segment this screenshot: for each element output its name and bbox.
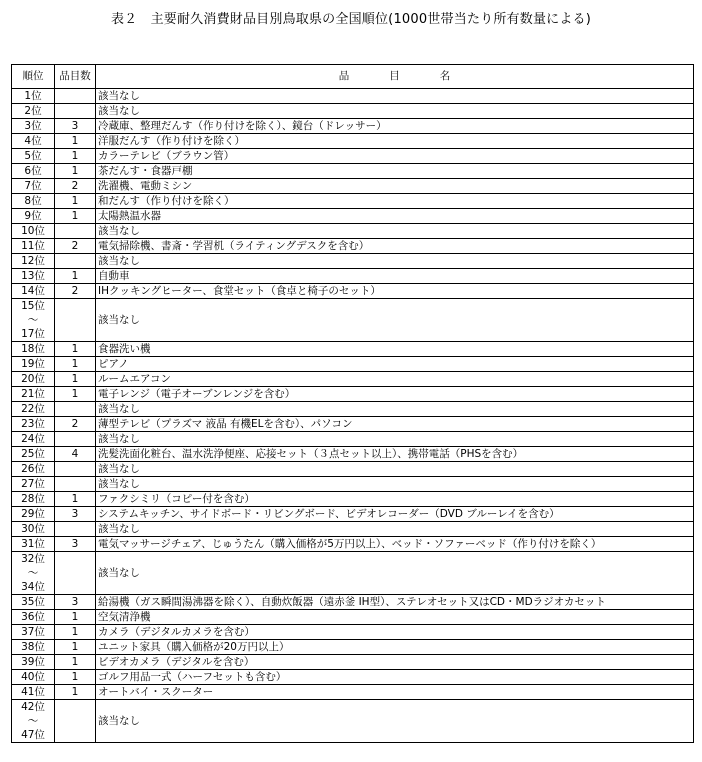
- table-row: [12, 149, 694, 164]
- table-row: [12, 209, 694, 224]
- items-cell: 食器洗い機: [96, 342, 694, 357]
- table-row: [12, 239, 694, 254]
- count-cell: 3: [55, 595, 96, 610]
- rank-cell: [12, 299, 55, 342]
- items-cell: 該当なし: [96, 700, 694, 743]
- count-cell: 2: [55, 179, 96, 194]
- rank-range-separator: ～: [27, 567, 39, 579]
- table-row: [12, 179, 694, 194]
- rank-cell: 38位: [12, 640, 55, 655]
- ranking-table: [11, 64, 694, 743]
- rank-cell: 26位: [12, 462, 55, 477]
- table-row: [12, 417, 694, 432]
- items-cell: 該当なし: [96, 552, 694, 595]
- table-row: [12, 700, 694, 743]
- rank-cell: 2位: [12, 104, 55, 119]
- count-cell: 3: [55, 119, 96, 134]
- rank-cell: 1位: [12, 89, 55, 104]
- count-cell: 1: [55, 357, 96, 372]
- table-row: [12, 522, 694, 537]
- rank-cell: 3位: [12, 119, 55, 134]
- items-cell: オートバイ・スクーター: [96, 685, 694, 700]
- rank-cell: [12, 700, 55, 743]
- rank-cell: 4位: [12, 134, 55, 149]
- rank-cell: 13位: [12, 269, 55, 284]
- rank-cell: 41位: [12, 685, 55, 700]
- table-row: [12, 655, 694, 670]
- count-cell: 1: [55, 492, 96, 507]
- table-row: [12, 254, 694, 269]
- count-cell: 3: [55, 507, 96, 522]
- rank-cell: 27位: [12, 477, 55, 492]
- items-cell: システムキッチン、サイドボード・リビングボード、ビデオレコーダー（DVD ブルーレイを含む）: [96, 507, 694, 522]
- count-cell: 1: [55, 387, 96, 402]
- rank-cell: 12位: [12, 254, 55, 269]
- rank-cell: 5位: [12, 149, 55, 164]
- rank-cell: 25位: [12, 447, 55, 462]
- table-row: [12, 387, 694, 402]
- rank-cell: 11位: [12, 239, 55, 254]
- table-row: [12, 89, 694, 104]
- table-row: [12, 342, 694, 357]
- items-cell: IHクッキングヒーター、食堂セット（食卓と椅子のセット）: [96, 284, 694, 299]
- table-row: [12, 537, 694, 552]
- table-row: [12, 685, 694, 700]
- items-cell: 該当なし: [96, 89, 694, 104]
- rank-cell: 9位: [12, 209, 55, 224]
- table-row: [12, 284, 694, 299]
- header-count: 品目数: [55, 65, 96, 89]
- count-cell: 1: [55, 610, 96, 625]
- count-cell: [55, 299, 96, 342]
- rank-cell: 21位: [12, 387, 55, 402]
- items-cell: 該当なし: [96, 104, 694, 119]
- rank-cell: 8位: [12, 194, 55, 209]
- count-cell: 1: [55, 194, 96, 209]
- table-row: [12, 462, 694, 477]
- items-cell: 薄型テレビ（プラズマ 液晶 有機ELを含む）、パソコン: [96, 417, 694, 432]
- table-row: [12, 357, 694, 372]
- rank-cell: 18位: [12, 342, 55, 357]
- header-items: 品目名: [96, 65, 694, 89]
- count-cell: [55, 104, 96, 119]
- rank-cell: 10位: [12, 224, 55, 239]
- count-cell: 1: [55, 685, 96, 700]
- items-cell: 冷蔵庫、整理だんす（作り付けを除く）、鏡台（ドレッサー）: [96, 119, 694, 134]
- rank-cell: 28位: [12, 492, 55, 507]
- count-cell: [55, 432, 96, 447]
- rank-cell: 39位: [12, 655, 55, 670]
- rank-cell: 19位: [12, 357, 55, 372]
- rank-cell: [12, 552, 55, 595]
- rank-range-separator: ～: [27, 314, 39, 326]
- rank-cell: 30位: [12, 522, 55, 537]
- rank-range-end: 47位: [21, 729, 45, 741]
- table-row: [12, 164, 694, 179]
- items-cell: 電子レンジ（電子オーブンレンジを含む）: [96, 387, 694, 402]
- items-cell: ユニット家具（購入価格が20万円以上）: [96, 640, 694, 655]
- count-cell: 2: [55, 284, 96, 299]
- count-cell: [55, 254, 96, 269]
- items-cell: 該当なし: [96, 522, 694, 537]
- rank-cell: 40位: [12, 670, 55, 685]
- table-title: 表２ 主要耐久消費財品目別鳥取県の全国順位(1000世帯当たり所有数量による): [110, 12, 592, 27]
- table-row: [12, 552, 694, 595]
- table-row: [12, 477, 694, 492]
- table-row: [12, 507, 694, 522]
- count-cell: 1: [55, 342, 96, 357]
- items-cell: 該当なし: [96, 254, 694, 269]
- count-cell: 2: [55, 417, 96, 432]
- count-cell: 1: [55, 149, 96, 164]
- items-cell: 該当なし: [96, 462, 694, 477]
- count-cell: 1: [55, 655, 96, 670]
- table-row: [12, 104, 694, 119]
- count-cell: 1: [55, 209, 96, 224]
- table-row: [12, 670, 694, 685]
- count-cell: 1: [55, 269, 96, 284]
- count-cell: 1: [55, 134, 96, 149]
- count-cell: 4: [55, 447, 96, 462]
- rank-cell: 35位: [12, 595, 55, 610]
- table-row: [12, 224, 694, 239]
- table-row: [12, 299, 694, 342]
- table-row: [12, 372, 694, 387]
- items-cell: 電気マッサージチェア、じゅうたん（購入価格が5万円以上）、ベッド・ソファーベッド（作り付けを除く）: [96, 537, 694, 552]
- table-row: [12, 610, 694, 625]
- rank-cell: 36位: [12, 610, 55, 625]
- table-row: [12, 640, 694, 655]
- table-row: [12, 119, 694, 134]
- rank-cell: 22位: [12, 402, 55, 417]
- rank-cell: 14位: [12, 284, 55, 299]
- rank-range-end: 17位: [21, 328, 45, 340]
- rank-cell: 29位: [12, 507, 55, 522]
- items-cell: 給湯機（ガス瞬間湯沸器を除く）、自動炊飯器（遠赤釜 IH型）、ステレオセット又はCD・MDラジオカセット: [96, 595, 694, 610]
- items-cell: 空気清浄機: [96, 610, 694, 625]
- count-cell: [55, 477, 96, 492]
- items-cell: ゴルフ用品一式（ハーフセットも含む）: [96, 670, 694, 685]
- items-cell: 洗髪洗面化粧台、温水洗浄便座、応接セット（３点セット以上）、携帯電話（PHSを含む）: [96, 447, 694, 462]
- count-cell: [55, 89, 96, 104]
- count-cell: 2: [55, 239, 96, 254]
- items-cell: 該当なし: [96, 402, 694, 417]
- table-row: [12, 492, 694, 507]
- items-cell: 洗濯機、電動ミシン: [96, 179, 694, 194]
- count-cell: 3: [55, 537, 96, 552]
- items-cell: カメラ（デジタルカメラを含む）: [96, 625, 694, 640]
- rank-range-start: 42位: [21, 701, 45, 713]
- items-cell: 自動車: [96, 269, 694, 284]
- rank-cell: 31位: [12, 537, 55, 552]
- rank-range-start: 15位: [21, 300, 45, 312]
- rank-range-end: 34位: [21, 581, 45, 593]
- table-row: [12, 625, 694, 640]
- items-cell: 和だんす（作り付けを除く）: [96, 194, 694, 209]
- table-row: [12, 447, 694, 462]
- rank-range-start: 32位: [21, 553, 45, 565]
- header-rank: 順位: [12, 65, 55, 89]
- count-cell: [55, 224, 96, 239]
- rank-cell: 6位: [12, 164, 55, 179]
- items-cell: 茶だんす・食器戸棚: [96, 164, 694, 179]
- count-cell: [55, 552, 96, 595]
- table-row: [12, 595, 694, 610]
- rank-cell: 24位: [12, 432, 55, 447]
- table-row: [12, 269, 694, 284]
- items-cell: 該当なし: [96, 299, 694, 342]
- items-cell: 電気掃除機、書斎・学習机（ライティングデスクを含む）: [96, 239, 694, 254]
- items-cell: 洋服だんす（作り付けを除く）: [96, 134, 694, 149]
- table-row: [12, 134, 694, 149]
- rank-cell: 7位: [12, 179, 55, 194]
- rank-cell: 23位: [12, 417, 55, 432]
- items-cell: 該当なし: [96, 477, 694, 492]
- rank-cell: 37位: [12, 625, 55, 640]
- items-cell: ピアノ: [96, 357, 694, 372]
- count-cell: 1: [55, 625, 96, 640]
- count-cell: 1: [55, 372, 96, 387]
- items-cell: 該当なし: [96, 224, 694, 239]
- table-header-row: [12, 65, 694, 89]
- items-cell: ルームエアコン: [96, 372, 694, 387]
- items-cell: カラーテレビ（ブラウン管）: [96, 149, 694, 164]
- count-cell: 1: [55, 670, 96, 685]
- items-cell: 太陽熱温水器: [96, 209, 694, 224]
- count-cell: [55, 402, 96, 417]
- table-row: [12, 402, 694, 417]
- items-cell: ファクシミリ（コピー付を含む）: [96, 492, 694, 507]
- items-cell: ビデオカメラ（デジタルを含む）: [96, 655, 694, 670]
- table-row: [12, 194, 694, 209]
- count-cell: [55, 700, 96, 743]
- items-cell: 該当なし: [96, 432, 694, 447]
- rank-range-separator: ～: [27, 715, 39, 727]
- count-cell: 1: [55, 640, 96, 655]
- count-cell: 1: [55, 164, 96, 179]
- rank-cell: 20位: [12, 372, 55, 387]
- count-cell: [55, 462, 96, 477]
- table-row: [12, 432, 694, 447]
- count-cell: [55, 522, 96, 537]
